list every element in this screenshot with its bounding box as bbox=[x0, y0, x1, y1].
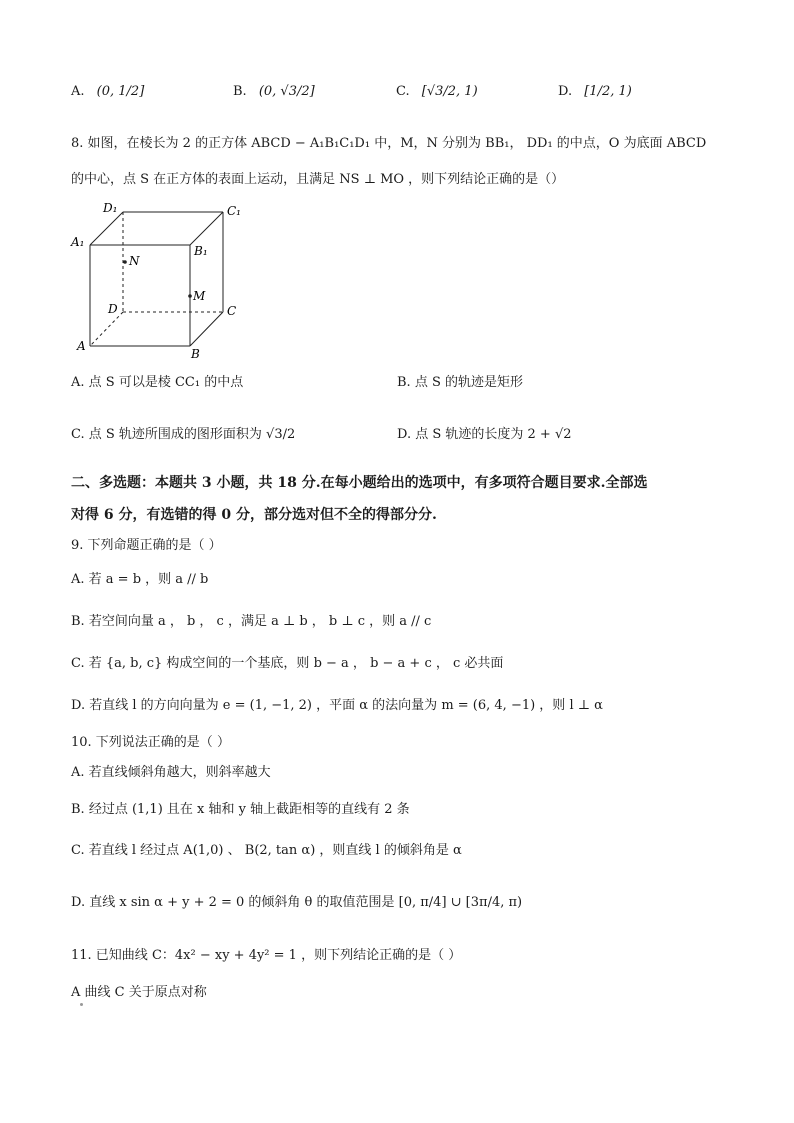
q8-option-d: D. 点 S 轨迹的长度为 2 + √2 bbox=[397, 427, 572, 442]
cube-figure bbox=[70, 198, 250, 363]
q9-option-c: C. 若 {a, b, c} 构成空间的一个基底，则 b − a ， b − a + c ， c 必共面 bbox=[71, 656, 504, 671]
q7-option-a bbox=[71, 82, 144, 102]
q8-option-a: A. 点 S 可以是棱 CC₁ 的中点 bbox=[71, 375, 244, 390]
q10-option-c: C. 若直线 l 经过点 A(1,0) 、 B(2, tan α) ，则直线 l 的倾斜角是 α bbox=[71, 843, 462, 858]
stray-dot bbox=[80, 1003, 83, 1006]
q8-option-c: C. 点 S 轨迹所围成的图形面积为 √3/2 bbox=[71, 427, 296, 442]
q10-option-a: A. 若直线倾斜角越大，则斜率越大 bbox=[71, 765, 271, 780]
label-m: M bbox=[193, 289, 206, 303]
q7-option-c bbox=[396, 82, 478, 102]
q7-option-b-label: B. bbox=[233, 84, 247, 99]
q7-option-b bbox=[233, 82, 315, 102]
q11-stem: 11. 已知曲线 C：4x² − xy + 4y² = 1 ，则下列结论正确的是（ ） bbox=[71, 948, 462, 963]
q11-option-a: A 曲线 C 关于原点对称 bbox=[71, 985, 207, 1000]
q7-option-a-label: A. bbox=[71, 84, 85, 99]
q8-option-b: B. 点 S 的轨迹是矩形 bbox=[397, 375, 523, 390]
q9-option-b: B. 若空间向量 a ， b ， c ，满足 a ⊥ b ， b ⊥ c ，则 a // c bbox=[71, 614, 432, 629]
label-b1: B₁ bbox=[194, 244, 208, 258]
q7-option-a-expr: (0, 1/2] bbox=[96, 84, 145, 99]
label-c1: C₁ bbox=[227, 204, 241, 218]
point-m bbox=[188, 294, 192, 298]
label-d: D bbox=[108, 302, 118, 316]
section2-heading-line1: 二、多选题：本题共 3 小题，共 18 分.在每小题给出的选项中，有多项符合题目要求.全部选 bbox=[71, 475, 648, 491]
label-d1: D₁ bbox=[103, 201, 118, 215]
q8-stem-line2: 的中心，点 S 在正方体的表面上运动，且满足 NS ⊥ MO ，则下列结论正确的是（） bbox=[71, 172, 565, 187]
q7-option-b-expr: (0, √3/2] bbox=[258, 84, 315, 99]
q10-stem: 10. 下列说法正确的是（ ） bbox=[71, 735, 230, 750]
q10-option-d: D. 直线 x sin α + y + 2 = 0 的倾斜角 θ 的取值范围是 [0, π/4] ∪ [3π/4, π) bbox=[71, 895, 523, 910]
label-b: B bbox=[191, 347, 200, 361]
label-c: C bbox=[227, 304, 237, 318]
edge-d-a-hidden bbox=[90, 312, 123, 346]
q9-stem: 9. 下列命题正确的是（ ） bbox=[71, 538, 222, 553]
q10-option-b: B. 经过点 (1,1) 且在 x 轴和 y 轴上截距相等的直线有 2 条 bbox=[71, 802, 410, 817]
point-n bbox=[123, 260, 127, 264]
q9-option-a: A. 若 a = b ，则 a // b bbox=[71, 572, 209, 587]
label-a1: A₁ bbox=[71, 235, 85, 249]
q9-option-d: D. 若直线 l 的方向向量为 e = (1, −1, 2) ，平面 α 的法向量为 m = (6, 4, −1) ，则 l ⊥ α bbox=[71, 698, 603, 713]
q8-stem-line1: 8. 如图，在棱长为 2 的正方体 ABCD − A₁B₁C₁D₁ 中，M，N 分别为 BB₁， DD₁ 的中点，O 为底面 ABCD bbox=[71, 136, 707, 151]
q7-option-d-label: D. bbox=[558, 84, 573, 99]
label-n: N bbox=[129, 254, 140, 268]
q7-option-c-expr: [√3/2, 1) bbox=[421, 84, 478, 99]
edge-b-c bbox=[190, 312, 223, 346]
edge-a1-d1 bbox=[90, 212, 123, 245]
section2-heading-line2: 对得 6 分，有选错的得 0 分，部分选对但不全的得部分分. bbox=[71, 507, 437, 523]
label-a: A bbox=[77, 339, 86, 353]
q7-option-c-label: C. bbox=[396, 84, 410, 99]
q7-option-d bbox=[558, 82, 632, 102]
q7-option-d-expr: [1/2, 1) bbox=[584, 84, 632, 99]
edge-b1-c1 bbox=[190, 212, 223, 245]
